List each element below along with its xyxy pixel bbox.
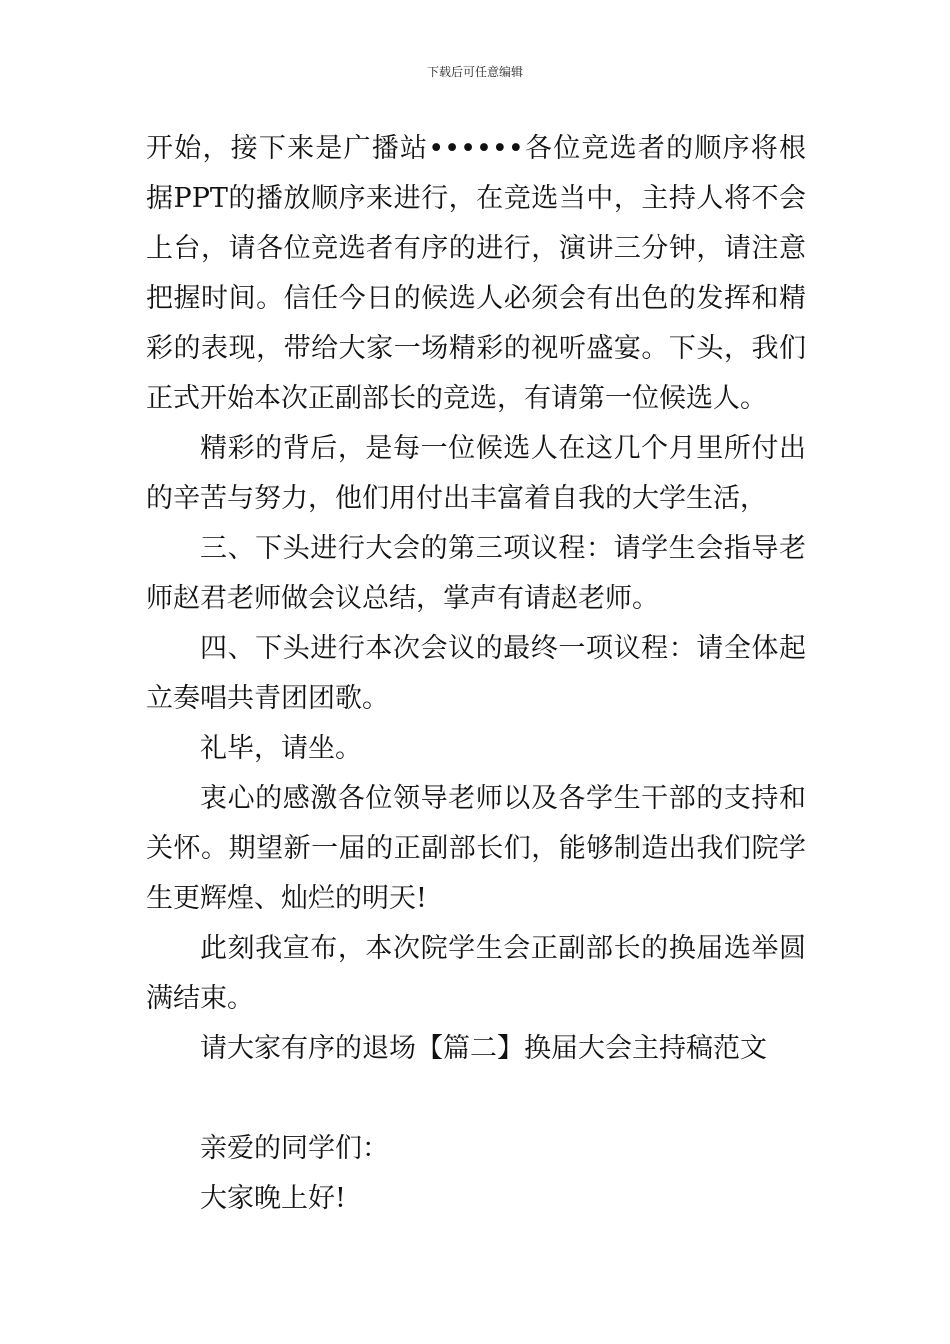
page-header-note: 下载后可任意编辑 [426,65,523,79]
paragraph-5: 礼毕，请坐。 [200,733,362,764]
paragraph-6: 衷心的感激各位领导老师以及各学生干部的支持和关怀。期望新一届的正副部长们，能够制造出我们院学生更辉煌、灿烂的明天! [146,783,806,914]
document-body [146,124,806,1224]
paragraph-7: 此刻我宣布，本次院学生会正副部长的换届选举圆满结束。 [146,933,806,1014]
paragraph-4: 四、下头进行本次会议的最终一项议程：请全体起立奏唱共青团团歌。 [146,633,806,714]
paragraph-9: 亲爱的同学们： [200,1133,389,1164]
paragraph-1: 开始，接下来是广播站••••••各位竞选者的顺序将根据PPT的播放顺序来进行，在竞选当中，主持人将不会上台，请各位竞选者有序的进行，演讲三分钟，请注意把握时间。信任今日的候选人必须会有出色的发挥和精彩的表现，带给大家一场精彩的视听盛宴。下头，我们正式开始本次正副部长的竞选，有请第一位候选人。 [146,133,806,414]
paragraph-3: 三、下头进行大会的第三项议程：请学生会指导老师赵君老师做会议总结，掌声有请赵老师。 [146,533,806,614]
paragraph-2: 精彩的背后，是每一位候选人在这几个月里所付出的辛苦与努力，他们用付出丰富着自我的大学生活， [146,433,806,514]
paragraph-8: 请大家有序的退场【篇二】换届大会主持稿范文 [200,1033,767,1064]
paragraph-10: 大家晚上好! [200,1183,346,1214]
paragraph-spacer [146,1074,806,1124]
